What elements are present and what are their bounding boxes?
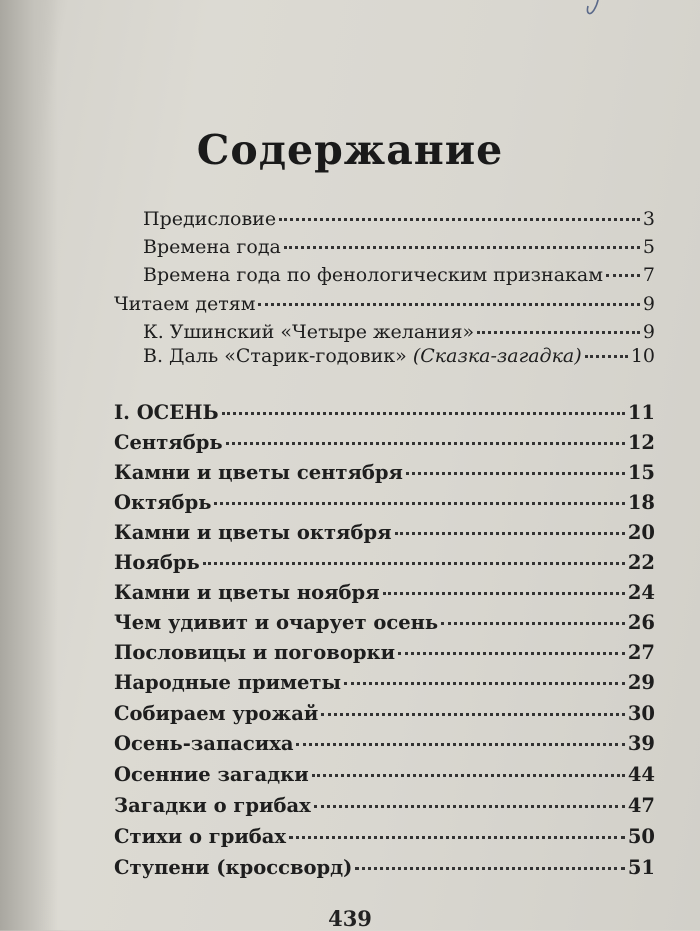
toc-entry[interactable] [114, 489, 655, 517]
page-number: 439 [328, 906, 372, 931]
toc-entry-label: Осень-запасиха [114, 732, 294, 755]
toc-entry-label: Собираем урожай [114, 702, 319, 725]
toc-entry-dal[interactable] [143, 342, 655, 370]
dot-leader [477, 331, 640, 334]
toc-entry-label: Времена года [143, 236, 281, 258]
toc-entry[interactable] [114, 519, 655, 547]
toc-entry[interactable] [114, 700, 655, 728]
toc-entry-page: 9 [642, 293, 655, 315]
toc-entry-label: Времена года по фенологическим признакам [143, 264, 603, 286]
dot-leader [355, 867, 624, 870]
toc-entry-page: 50 [627, 825, 655, 848]
dot-leader [289, 836, 625, 839]
toc-entry-label [143, 342, 582, 370]
toc-entry[interactable] [114, 549, 655, 577]
toc-entry-label: Ноябрь [114, 551, 200, 574]
dot-leader [398, 652, 625, 655]
toc-entry-page: 9 [642, 321, 655, 343]
toc-entry-page: 7 [642, 264, 655, 286]
toc-section-page: 11 [627, 401, 655, 424]
toc-entry[interactable] [114, 579, 655, 607]
toc-entry[interactable] [114, 854, 655, 882]
toc-entry-label: Читаем детям [114, 293, 256, 315]
dot-leader [441, 622, 625, 625]
toc-entry-label: Сентябрь [114, 431, 223, 454]
toc-entry-page: 20 [627, 521, 655, 544]
toc-entry[interactable] [114, 459, 655, 487]
dot-leader [383, 592, 625, 595]
toc-entry-label: Ступени (кроссворд) [114, 856, 353, 879]
dot-leader [214, 502, 624, 505]
toc-entry[interactable] [114, 761, 655, 789]
toc-entry-seasons-phenology[interactable] [143, 261, 655, 289]
toc-entry[interactable] [114, 609, 655, 637]
page-title: Содержание [196, 126, 504, 174]
dot-leader [258, 303, 639, 306]
toc-section-label: I. ОСЕНЬ [114, 401, 219, 424]
toc-entry-page: 27 [627, 641, 655, 664]
toc-entry-label: Октябрь [114, 491, 212, 514]
dot-leader [279, 218, 640, 221]
dot-leader [321, 713, 625, 716]
toc-entry-seasons[interactable] [143, 233, 655, 261]
toc-entry[interactable] [114, 823, 655, 851]
toc-entry-page: 30 [627, 702, 655, 725]
dot-leader [395, 532, 625, 535]
toc-entry-label: Народные приметы [114, 671, 342, 694]
dot-leader [312, 774, 625, 777]
toc-entry-page: 47 [627, 794, 655, 817]
toc-entry-page: 39 [627, 732, 655, 755]
dot-leader [406, 472, 625, 475]
toc-entry[interactable] [114, 730, 655, 758]
toc-entry-label: Стихи о грибах [114, 825, 287, 848]
dot-leader [585, 355, 628, 358]
dot-leader [344, 682, 625, 685]
toc-entry-page: 24 [627, 581, 655, 604]
toc-section-autumn[interactable] [114, 399, 655, 427]
toc-entry-label-italic: (Сказка-загадка) [412, 345, 582, 367]
dot-leader [203, 562, 625, 565]
dot-leader [284, 246, 640, 249]
dot-leader [222, 412, 625, 415]
toc-entry-preface[interactable] [143, 205, 655, 233]
toc-entry[interactable] [114, 429, 655, 457]
toc-entry-page: 5 [642, 236, 655, 258]
toc-entry-page: 3 [642, 208, 655, 230]
toc-entry-page: 15 [627, 461, 655, 484]
toc-entry-page: 22 [627, 551, 655, 574]
toc-entry-label: Камни и цветы октября [114, 521, 392, 544]
toc-entry-page: 44 [627, 763, 655, 786]
toc-entry[interactable] [114, 669, 655, 697]
toc-entry-page: 12 [627, 431, 655, 454]
toc-entry-label: Камни и цветы ноября [114, 581, 380, 604]
toc-entry-page: 29 [627, 671, 655, 694]
toc-entry[interactable] [114, 639, 655, 667]
toc-entry-page: 10 [630, 345, 655, 367]
toc-entry-page: 26 [627, 611, 655, 634]
toc-entry-page: 18 [627, 491, 655, 514]
dot-leader [606, 274, 640, 277]
toc-entry-label: Чем удивит и очарует осень [114, 611, 439, 634]
toc-entry-label: Пословицы и поговорки [114, 641, 396, 664]
toc-entry-label: Загадки о грибах [114, 794, 311, 817]
dot-leader [226, 442, 625, 445]
toc-entry-label: Предисловие [143, 208, 277, 230]
toc-entry-label-main: В. Даль «Старик-годовик» [143, 345, 413, 367]
toc-entry[interactable] [114, 792, 655, 820]
toc-entry-read-to-kids[interactable] [114, 290, 655, 318]
dot-leader [314, 805, 625, 808]
toc-entry-label: К. Ушинский «Четыре желания» [143, 321, 475, 343]
dot-leader [296, 743, 624, 746]
toc-entry-label: Осенние загадки [114, 763, 309, 786]
toc-entry-page: 51 [627, 856, 655, 879]
toc-entry-label: Камни и цветы сентября [114, 461, 403, 484]
